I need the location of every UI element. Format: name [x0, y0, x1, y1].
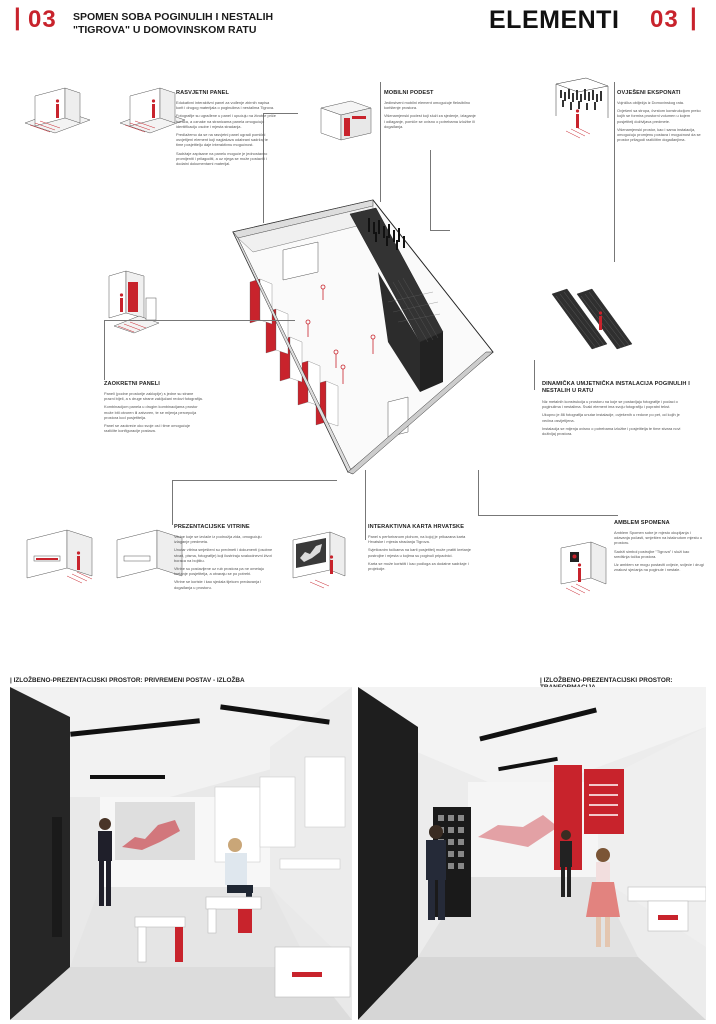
paragraph: Sadržaje zapisane na panelu moguće je jednostavno promijeniti i prilagoditi, a uz njega se može postaviti i dodatni dokumentarni materijal.	[176, 150, 268, 167]
rasvjetni-panel-illustration	[20, 78, 200, 138]
paragraph: Sadrži simbol postrojbe "Tigrova" i služi kao središnja točka prostora.	[614, 548, 690, 559]
header-bar-left: |	[14, 4, 21, 31]
zaokretni-paneli-illustration	[104, 268, 166, 338]
section-mobilni-podest	[384, 90, 476, 132]
section-title-amblem: AMBLEM SPOMENA	[614, 520, 670, 526]
section-body-prezentacijske	[174, 534, 274, 590]
paragraph: Fotografije su ugrađene u panel i upućuju na životne priče boraca, a oznake na stranicama panela omogućuju identifikaciju osobe i mjesta stradanja.	[176, 113, 276, 129]
connector-line	[478, 470, 479, 515]
connector-line	[534, 360, 535, 390]
axonometric-room-view	[228, 192, 496, 482]
paragraph: Kombinacijom panela u drugim kombinacijama prostor može biti otvoren ili zatvoren, te se mijenja percepcija prostora kod posjetitelja.	[104, 404, 198, 420]
section-ovjeseni-eksponati	[617, 90, 707, 145]
section-title-interaktivna: INTERAKTIVNA KARTA HRVATSKE	[368, 524, 465, 530]
section-body-amblem	[614, 530, 704, 572]
section-title-rasvjetni: RASVJETNI PANEL	[176, 90, 229, 96]
paragraph: Panel se zaokreće oko svoje osi i time omogućuje različite konfiguracije postava.	[104, 423, 191, 434]
connector-line	[104, 320, 176, 321]
connector-line	[365, 470, 366, 540]
section-body-zaokretni	[104, 391, 204, 433]
paragraph: Edukativni interaktivni panel za vođenje zbirnih napisa korit i drugog materijala o poginulima i nestalima Tigrova.	[176, 100, 275, 111]
paragraph: Uz amblem se mogu postaviti cvijeće, svijeće i drugi znakovi sjećanja na poginule i nestale.	[614, 562, 704, 573]
paragraph: Vitrine koje se izvlače iz podnožja zida, omogućuju izlaganje predmeta.	[174, 534, 262, 545]
page-number-left: 03	[28, 6, 57, 33]
paragraph: Panel s perforiranom plohom, na kojoj je prikazana karta Hrvatske i mjesta stradanja Tigrova.	[368, 534, 466, 545]
section-body-mobilni	[384, 100, 476, 129]
paragraph: Ukupno je 86 fotografija unutar instalacije, ovješenih u redove po pet, od kojih je većina osvijetljena.	[542, 412, 680, 423]
section-title-dinamicna: DINAMIČKA UMJETNIČKA INSTALACIJA POGINULIH I NESTALIH U RATU	[542, 381, 690, 394]
paragraph: Paneli (podne prostorije zakloplje) s jedne su strane prazni bijeli, a s druge strane zaključani redovi fotografija.	[104, 391, 203, 402]
paragraph: Višenamjenski podest koji služi za sjedenje, izlaganje i odlaganje, pomiče se ovisno o potrebama izložbe ili događanja.	[384, 113, 476, 129]
render-right-scene	[358, 687, 706, 1020]
paragraph: Karta se može koristiti i kao podloga za dodatne sadržaje i projekcije.	[368, 560, 469, 572]
section-title-ovjeseni: OVJEŠENI EKSPONATI	[617, 90, 681, 96]
section-amblem-spomena	[614, 520, 704, 575]
page-title	[73, 11, 293, 37]
section-interaktivna-karta	[368, 524, 476, 574]
paragraph: Vojnička obilježja iz Domovinskog rata.	[617, 100, 685, 105]
paragraph: Vitrine se koriste i kao sjedala tijekom predavanja i događanja u prostoru.	[174, 579, 262, 590]
mobilni-podest-illustration	[316, 96, 376, 151]
section-title-zaokretni: ZAOKRETNI PANELI	[104, 381, 160, 387]
connector-line	[380, 82, 381, 202]
section-prezentacijske-vitrine	[174, 524, 274, 593]
header-bar-right: |	[690, 4, 697, 31]
dinamicna-instalacija-illustration	[547, 284, 637, 362]
section-title-mobilni: MOBILNI PODEST	[384, 90, 434, 96]
section-zaokretni-paneli	[104, 381, 204, 436]
render-right	[358, 687, 706, 1020]
connector-line	[478, 515, 618, 516]
page-number-right: 03	[650, 6, 679, 33]
paragraph: Svjetlosnim točkama na karti posjetitelj može pratiti kretanje postrojbe i mjesta u kojima su poginuli pripadnici.	[368, 547, 471, 558]
section-dinamicna-instalacija	[542, 381, 692, 439]
section-body-interaktivna	[368, 534, 476, 571]
header	[0, 0, 716, 50]
render-left-scene	[10, 687, 352, 1020]
paragraph: Amblem Spomen sobe je mjesto okupljanja i odavanja počasti, smješten na istaknutom mjestu u prostoru.	[614, 530, 703, 546]
connector-line	[104, 320, 105, 380]
paragraph: Vitrine su postavljene uz rub prostora pa ne ometaju kretanje posjetitelja, a otvaraju se po potrebi.	[174, 566, 264, 577]
connector-line	[430, 150, 431, 230]
ovjeseni-eksponati-illustration	[546, 76, 616, 146]
section-body-ovjeseni	[617, 100, 707, 142]
section-body-dinamicna	[542, 399, 692, 436]
interaktivna-karta-illustration	[290, 530, 350, 590]
connector-line	[175, 320, 295, 321]
amblem-spomena-illustration	[556, 540, 616, 600]
page-title-line2: "TIGROVA" U DOMOVINSKOM RATU	[73, 24, 257, 36]
section-title: ELEMENTI	[489, 6, 620, 34]
connector-line	[614, 82, 615, 262]
paragraph: Ovješeni sa stropa, čvrstom konstrukcijom preko kojih se formira prostorni volumen u kojem posjetitelj doživljava predmete.	[617, 108, 701, 124]
connector-line	[172, 480, 337, 481]
section-body-rasvjetni	[176, 100, 276, 166]
prezentacijske-vitrine-illustration	[22, 528, 192, 588]
paragraph: Jedinstveni mobilni element omogućuje fleksibilno korištenje prostora.	[384, 100, 471, 111]
connector-line	[430, 230, 450, 231]
page-title-line1: SPOMEN SOBA POGINULIH I NESTALIH	[73, 11, 274, 23]
paragraph: Unutar vitrina smješteni su predmeti i dokumenti (osobne stvari, pisma, fotografije) koji ilustriraju svakodnevni život boraca na bojištu.	[174, 547, 273, 563]
render-left	[10, 687, 352, 1020]
connector-line	[172, 480, 173, 525]
section-title-prezentacijske: PREZENTACIJSKE VITRINE	[174, 524, 250, 530]
photo-label-left: | IZLOŽBENO-PREZENTACIJSKI PROSTOR: PRIVREMENI POSTAV - IZLOŽBA	[10, 677, 245, 684]
photo-label-right: | IZLOŽBENO-PREZENTACIJSKI PROSTOR:	[540, 677, 673, 684]
paragraph: Višenamjenski prostor, kao i sama instalacija, omogućuju promjenu postava i mogućnost da se prostor prilagodi različitim događanjima.	[617, 126, 701, 143]
section-rasvjetni-panel	[176, 90, 276, 169]
paragraph: Niz metalnih konstrukcija u prostoru na koje se postavljaju fotografije i podaci o poginulima i nestalima. Svaki element ima svoju fotografiju i popratni tekst.	[542, 399, 678, 410]
paragraph: Predlažemo da se na rasvjetni panel ugradi pomični osvjetljeni element koji naglašava odabrani sadržaj te time posjetitelju daje interaktivnu mogućnost.	[176, 132, 268, 148]
paragraph: Instalacija se mijenja ovisno o potrebama izložbe i posjetitelja te time stvara novi doživljaj prostora.	[542, 425, 681, 437]
